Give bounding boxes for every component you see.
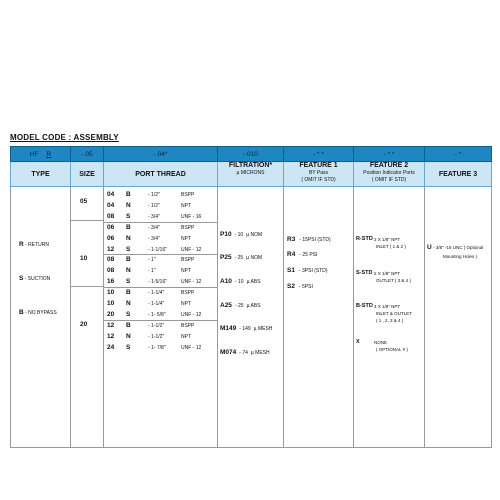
feature2-code: R-STD xyxy=(356,236,373,242)
port-kind: BSPP xyxy=(181,192,195,198)
port-size: 20 xyxy=(107,310,115,318)
size-value: 10 xyxy=(80,255,88,262)
port-kind: BSPP xyxy=(181,224,195,231)
feature1-code: R3 xyxy=(287,236,296,243)
code-r: R xyxy=(46,150,52,158)
port-thread: - 3/4" xyxy=(148,213,160,220)
port-row xyxy=(104,266,217,277)
header-size: SIZE xyxy=(71,162,104,187)
port-thread: - 1-1/4" xyxy=(148,301,165,307)
port-type: S xyxy=(126,310,131,318)
port-thread: - 1" xyxy=(148,268,156,275)
type-label: - SUCTION xyxy=(24,276,51,282)
size-value: 20 xyxy=(80,321,88,328)
port-thread: - 1-1/4" xyxy=(148,290,165,297)
filtration-item xyxy=(220,302,261,309)
port-kind: NPT xyxy=(181,301,191,307)
header-filtration xyxy=(218,162,284,187)
feature1-code: S1 xyxy=(287,267,295,274)
port-thread: - 3/4" xyxy=(148,235,160,242)
port-kind: NPT xyxy=(181,268,191,275)
filtration-item xyxy=(220,254,262,261)
port-size: 10 xyxy=(107,289,115,297)
feature1-code: R4 xyxy=(287,251,296,258)
port-size: 16 xyxy=(107,278,115,286)
port-kind: NPT xyxy=(181,202,191,209)
port-size: 08 xyxy=(107,256,115,264)
filtration-code: M074 xyxy=(220,349,237,356)
filtration-code: A10 xyxy=(220,278,232,285)
body-row xyxy=(11,187,492,448)
filtration-item xyxy=(220,325,272,332)
port-row xyxy=(104,332,217,343)
feature2-line1: 2 X 1/8" NPT xyxy=(374,271,401,276)
model-code-table xyxy=(10,146,492,448)
feature1-column xyxy=(284,187,354,448)
feature1-sub1: BY Pass xyxy=(308,170,329,176)
port-type: N xyxy=(126,234,131,242)
feature3-column xyxy=(425,187,492,448)
port-size: 06 xyxy=(107,223,115,231)
port-thread: - 1-5/16" xyxy=(148,279,168,286)
port-kind: BSPP xyxy=(181,257,195,264)
port-type: N xyxy=(126,201,131,209)
port-type: N xyxy=(126,267,131,275)
port-row xyxy=(104,321,217,332)
port-thread: - 1-1/2" xyxy=(148,333,165,340)
code-size: - 05 xyxy=(71,147,104,162)
type-column xyxy=(11,187,71,448)
port-size: 12 xyxy=(107,332,115,340)
filtration-item xyxy=(220,278,261,285)
port-type: S xyxy=(126,343,131,351)
feature2-code: X xyxy=(356,339,360,345)
filtration-code: P10 xyxy=(220,231,232,238)
port-size: 06 xyxy=(107,234,115,242)
code-feature1: - * * xyxy=(284,147,354,162)
filtration-unit: µ NOM xyxy=(246,255,263,261)
port-row xyxy=(104,201,217,212)
filtration-value: - 25 xyxy=(234,303,244,309)
feature3-code: U xyxy=(427,244,432,251)
filtration-value: - 25 xyxy=(234,255,244,261)
port-size: 12 xyxy=(107,321,115,329)
feature1-value: - 3PSI (STD) xyxy=(298,268,328,274)
feature2-sub2: ( OMIT IF STD) xyxy=(371,177,407,183)
filtration-unit: µ ABS xyxy=(246,279,261,285)
port-kind: UNF - 12 xyxy=(181,344,202,351)
header-port: PORT THREAD xyxy=(104,162,218,187)
port-kind: UNF - 12 xyxy=(181,279,202,286)
size-divider xyxy=(71,220,103,221)
code-type xyxy=(11,147,71,162)
feature1-item xyxy=(287,283,313,290)
feature1-value: - 15PSI (STD) xyxy=(299,237,331,243)
code-feature3: - * xyxy=(425,147,492,162)
port-type: B xyxy=(126,223,131,231)
feature1-value: - 25 PSI xyxy=(299,252,318,258)
header-feature1 xyxy=(284,162,354,187)
filtration-code: P25 xyxy=(220,254,232,261)
filtration-unit: µ MESH xyxy=(253,326,273,332)
port-kind: NPT xyxy=(181,333,191,340)
feature2-line2: ( OPTIONAL # ) xyxy=(376,347,408,352)
filtration-item xyxy=(220,231,262,238)
port-type: B xyxy=(126,289,131,297)
port-type: S xyxy=(126,245,131,253)
feature2-line2: INLET & OUTLET xyxy=(376,311,412,316)
type-item xyxy=(19,275,50,282)
type-label: - RETURN xyxy=(25,242,49,248)
filtration-unit: µ NOM xyxy=(246,232,263,238)
port-thread: - 1- 7/8" xyxy=(148,344,166,351)
port-row xyxy=(104,234,217,245)
port-size: 08 xyxy=(107,212,115,220)
filtration-value: - 149 xyxy=(239,326,251,332)
size-divider xyxy=(71,286,103,287)
header-feature3: FEATURE 3 xyxy=(425,162,492,187)
port-thread: - 1-1/2" xyxy=(148,322,165,329)
header-feature2 xyxy=(354,162,425,187)
type-item xyxy=(19,241,49,248)
port-size: 04 xyxy=(107,191,115,198)
feature2-line1: 2 X 1/8" NPT xyxy=(374,237,401,242)
type-item xyxy=(19,309,57,316)
port-size: 10 xyxy=(107,300,115,307)
port-size: 12 xyxy=(107,245,115,253)
feature2-line2: INLET ( 1 & 2 ) xyxy=(376,244,406,249)
feature2-code: S-STD xyxy=(356,270,373,276)
port-kind: UNF - 12 xyxy=(181,246,202,253)
type-code: S xyxy=(19,275,24,282)
size-column xyxy=(71,187,104,448)
port-row xyxy=(104,343,217,354)
feature1-code: S2 xyxy=(287,283,295,290)
feature1-item xyxy=(287,236,331,243)
port-row xyxy=(104,223,217,234)
port-row xyxy=(104,255,217,266)
code-port: - 04* xyxy=(104,147,218,162)
feature2-line3: ( 1 , 2, 3 & 4 ) xyxy=(376,318,404,323)
port-kind: NPT xyxy=(181,235,191,242)
port-size: 04 xyxy=(107,201,115,209)
feature3-line1: - 3/8" -16 UNC ( Optional xyxy=(433,245,484,250)
filtration-value: - 74 xyxy=(239,350,248,356)
port-row xyxy=(104,190,217,201)
port-type: B xyxy=(126,321,131,329)
feature1-value: - 5PSI xyxy=(298,284,313,290)
port-type: B xyxy=(126,256,131,264)
port-kind: BSPP xyxy=(181,322,195,329)
port-thread: - 1" xyxy=(148,257,156,264)
port-row xyxy=(104,299,217,310)
port-column xyxy=(104,187,218,448)
filtration-code: M149 xyxy=(220,325,237,332)
header-type: TYPE xyxy=(11,162,71,187)
code-hf: HF xyxy=(29,150,39,158)
port-type: S xyxy=(126,212,131,220)
feature1-title: FEATURE 1 xyxy=(299,162,338,169)
feature2-line2: OUTLET ( 3 & 4 ) xyxy=(376,278,411,283)
filtration-item xyxy=(220,349,270,356)
port-kind: UNF - 16 xyxy=(181,213,202,220)
filtration-unit: µ MESH xyxy=(250,350,270,356)
port-row xyxy=(104,288,217,299)
port-size: 08 xyxy=(107,267,115,275)
page-title: MODEL CODE : ASSEMBLY xyxy=(10,133,119,142)
filtration-code: A25 xyxy=(220,302,232,309)
port-kind: UNF - 12 xyxy=(181,311,202,318)
filtration-unit: µ ABS xyxy=(246,303,261,309)
port-type: S xyxy=(126,278,131,286)
feature3-line2: Mounting Holes ) xyxy=(443,254,478,259)
filtration-column xyxy=(218,187,284,448)
feature3-item xyxy=(427,244,483,251)
feature2-line1: NONE xyxy=(374,340,388,345)
feature2-code: B-STD xyxy=(356,303,373,309)
feature2-title: FEATURE 2 xyxy=(369,162,409,169)
column-header-row xyxy=(11,162,492,187)
feature2-sub1: Position Indicator Ports xyxy=(363,170,415,176)
code-filtration: - 010 xyxy=(218,147,284,162)
port-thread: - 1/2" xyxy=(148,192,160,198)
port-size: 24 xyxy=(107,343,115,351)
size-value: 05 xyxy=(80,198,88,205)
port-thread: - 3/4" xyxy=(148,224,160,231)
port-thread: - 1- 5/8" xyxy=(148,311,166,318)
filtration-title: FILTRATION* xyxy=(228,162,273,169)
filtration-value: - 10 xyxy=(234,279,244,285)
filtration-sub: µ MICRONS xyxy=(236,170,265,176)
feature2-line1: 4 X 1/8" NPT xyxy=(374,304,401,309)
feature1-sub2: ( OMIT IF STD) xyxy=(301,177,336,183)
port-type: N xyxy=(126,300,131,307)
port-thread: - 1/2" xyxy=(148,202,160,209)
code-header-row xyxy=(11,147,492,162)
port-thread: - 1-1/16" xyxy=(148,246,168,253)
type-code: R xyxy=(19,241,24,248)
type-label: - NO BYPASS xyxy=(25,310,57,316)
type-code: B xyxy=(19,309,24,316)
feature1-item xyxy=(287,251,317,258)
filtration-value: - 10 xyxy=(234,232,244,238)
feature2-column xyxy=(354,187,425,448)
code-feature2: - * * xyxy=(354,147,425,162)
port-kind: BSPP xyxy=(181,290,195,297)
port-type: B xyxy=(126,191,131,198)
port-type: N xyxy=(126,332,131,340)
feature1-item xyxy=(287,267,328,274)
